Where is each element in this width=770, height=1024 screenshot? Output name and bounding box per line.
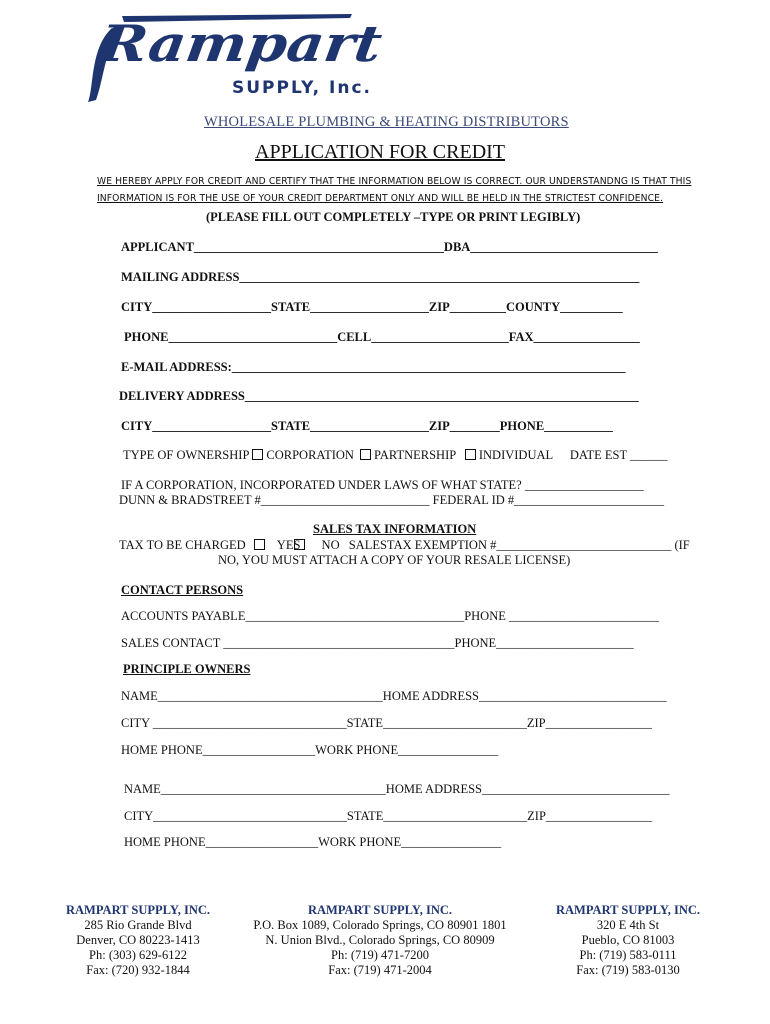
footer-denver-l1: 285 Rio Grande Blvd xyxy=(84,918,192,932)
city-state-zip-county-field[interactable]: CITY___________________STATE___________________ZIP_________COUNTY__________ xyxy=(121,300,623,314)
email-field[interactable]: E-MAIL ADDRESS:_______________________________________________________________ xyxy=(121,360,626,374)
footer-pueblo-l4: Fax: (719) 583-0130 xyxy=(576,963,680,977)
footer-pueblo xyxy=(538,903,718,978)
tax-charged-label: TAX TO BE CHARGED xyxy=(119,538,246,552)
tax-exemption-field[interactable]: SALESTAX EXEMPTION #____________________________ (IF xyxy=(348,538,690,552)
tagline: WHOLESALE PLUMBING & HEATING DISTRIBUTORS xyxy=(204,114,569,130)
date-established-field[interactable]: DATE EST ______ xyxy=(569,448,668,462)
footer-denver-l4: Fax: (720) 932-1844 xyxy=(86,963,190,977)
footer-cs-l3: Ph: (719) 471-7200 xyxy=(331,948,429,962)
owner2-phone-field[interactable]: HOME PHONE__________________WORK PHONE________________ xyxy=(124,835,502,849)
footer-pueblo-name: RAMPART SUPPLY, INC. xyxy=(555,903,701,917)
fill-instruction: (PLEASE FILL OUT COMPLETELY –TYPE OR PRINT LEGIBLY) xyxy=(206,210,581,224)
corporation-checkbox[interactable] xyxy=(252,449,263,460)
sales-contact-field[interactable]: SALES CONTACT _____________________________________PHONE______________________ xyxy=(121,636,634,650)
owner1-phone-field[interactable]: HOME PHONE__________________WORK PHONE________________ xyxy=(121,743,499,757)
statement-line-1: WE HEREBY APPLY FOR CREDIT AND CERTIFY THAT THE INFORMATION BELOW IS CORRECT. OUR UNDERSTANDNG IS THAT THIS xyxy=(97,176,692,187)
phone-cell-fax-field[interactable]: PHONE___________________________CELL______________________FAX_________________ xyxy=(124,330,640,344)
applicant-field[interactable]: APPLICANT________________________________________DBA______________________________ xyxy=(121,240,658,254)
contact-persons-heading: CONTACT PERSONS xyxy=(121,583,244,597)
logo-supply-text: SUPPLY, Inc. xyxy=(232,78,372,98)
dunn-federal-id-field[interactable]: DUNN & BRADSTREET #___________________________ FEDERAL ID #________________________ xyxy=(119,493,665,507)
individual-label: INDIVIDUAL xyxy=(478,448,553,462)
footer-colorado-springs xyxy=(235,903,525,978)
ownership-row xyxy=(123,448,668,463)
sales-tax-heading: SALES TAX INFORMATION xyxy=(313,522,477,536)
footer-pueblo-l3: Ph: (719) 583-0111 xyxy=(579,948,677,962)
corporation-label: CORPORATION xyxy=(266,448,354,462)
footer-denver-l2: Denver, CO 80223-1413 xyxy=(76,933,200,947)
partnership-label: PARTNERSHIP xyxy=(374,448,456,462)
tax-no-checkbox[interactable] xyxy=(294,539,305,550)
owner2-city-field[interactable]: CITY_______________________________STATE_______________________ZIP_________________ xyxy=(124,809,653,823)
resale-license-note: NO, YOU MUST ATTACH A COPY OF YOUR RESALE LICENSE) xyxy=(218,553,571,567)
owner2-name-field[interactable]: NAME____________________________________HOME ADDRESS______________________________ xyxy=(124,782,670,796)
tax-no-label: NO xyxy=(321,538,340,552)
footer-cs-name: RAMPART SUPPLY, INC. xyxy=(307,903,453,917)
footer-cs-l4: Fax: (719) 471-2004 xyxy=(328,963,432,977)
partnership-checkbox[interactable] xyxy=(360,449,371,460)
company-logo xyxy=(82,8,386,108)
page-title: APPLICATION FOR CREDIT xyxy=(255,141,506,163)
owner1-city-field[interactable]: CITY _______________________________STATE_______________________ZIP_________________ xyxy=(121,716,652,730)
logo-wordmark: Rampart xyxy=(95,14,386,73)
individual-checkbox[interactable] xyxy=(465,449,476,460)
ownership-label: TYPE OF OWNERSHIP xyxy=(123,448,250,462)
footer-cs-l2: N. Union Blvd., Colorado Springs, CO 80909 xyxy=(265,933,495,947)
footer-denver xyxy=(48,903,228,978)
mailing-address-field[interactable]: MAILING ADDRESS________________________________________________________________ xyxy=(121,270,640,284)
tax-yes-checkbox[interactable] xyxy=(254,539,265,550)
footer-cs-l1: P.O. Box 1089, Colorado Springs, CO 80901 1801 xyxy=(253,918,507,932)
delivery-address-field[interactable]: DELIVERY ADDRESS_______________________________________________________________ xyxy=(119,389,639,403)
statement-line-2: INFORMATION IS FOR THE USE OF YOUR CREDIT DEPARTMENT ONLY AND WILL BE HELD IN THE STRICTEST CONFIDENCE. xyxy=(97,193,664,204)
footer-pueblo-l1: 320 E 4th St xyxy=(596,918,660,932)
owner1-name-field[interactable]: NAME____________________________________HOME ADDRESS______________________________ xyxy=(121,689,667,703)
tax-yes-label: YES xyxy=(276,538,301,552)
footer-denver-name: RAMPART SUPPLY, INC. xyxy=(65,903,211,917)
accounts-payable-field[interactable]: ACCOUNTS PAYABLE___________________________________PHONE ________________________ xyxy=(121,609,660,623)
principle-owners-heading: PRINCIPLE OWNERS xyxy=(123,662,251,676)
footer-denver-l3: Ph: (303) 629-6122 xyxy=(89,948,187,962)
sales-tax-row xyxy=(119,538,690,553)
footer-pueblo-l2: Pueblo, CO 81003 xyxy=(581,933,675,947)
incorporation-state-field[interactable]: IF A CORPORATION, INCORPORATED UNDER LAWS OF WHAT STATE? ___________________ xyxy=(121,478,644,492)
delivery-city-field[interactable]: CITY___________________STATE___________________ZIP________PHONE___________ xyxy=(121,419,613,433)
